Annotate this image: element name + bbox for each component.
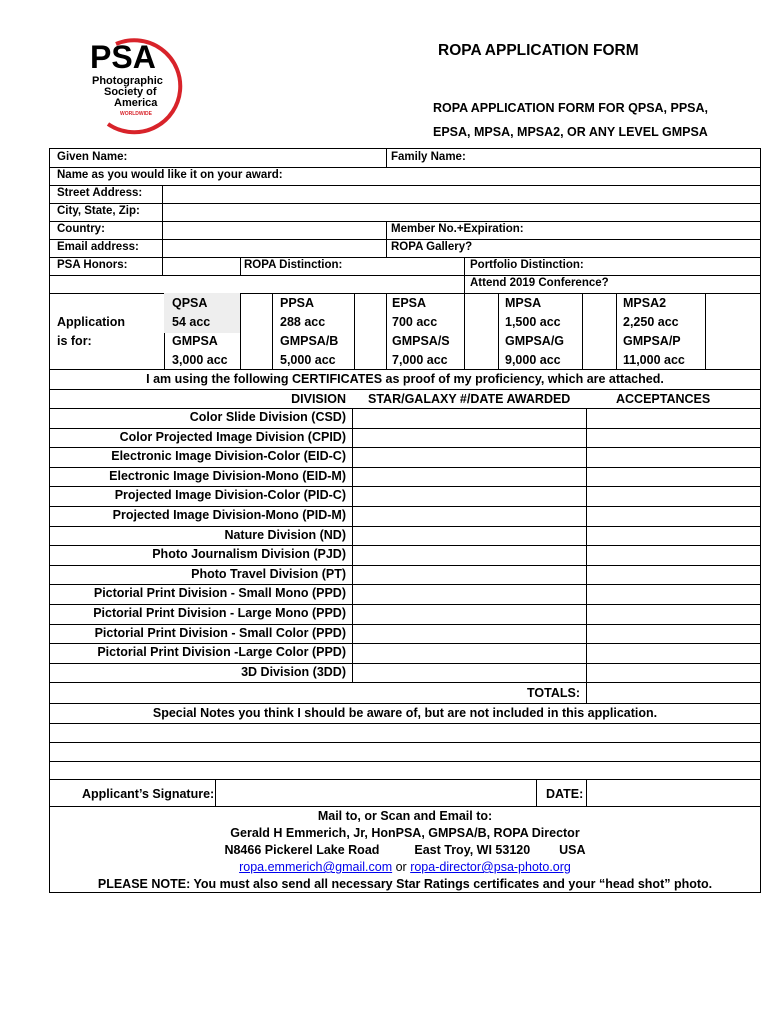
or-text: or — [392, 860, 411, 874]
signature-label: Applicant’s Signature: — [82, 787, 215, 801]
special-notes-heading: Special Notes you think I should be aware of, but are not included in this application. — [152, 706, 658, 720]
email-link-1[interactable]: ropa.emmerich@gmail.com — [239, 860, 393, 874]
family-name-label: Family Name: — [391, 151, 466, 163]
acceptances-input[interactable] — [590, 665, 758, 681]
option-ppsa-acc: 288 acc — [280, 315, 326, 329]
option-mpsa2[interactable] — [623, 294, 685, 370]
division-row-divider — [50, 584, 760, 585]
page-subtitle — [433, 96, 733, 144]
family-name-input[interactable] — [475, 150, 755, 165]
country-label: Country: — [57, 223, 105, 235]
division-row-divider — [50, 663, 760, 664]
psa-logo — [86, 36, 196, 136]
option-mpsa-title: MPSA — [505, 296, 542, 310]
option-qpsa-acc: 54 acc — [172, 315, 211, 329]
subtitle-line-1: ROPA APPLICATION FORM FOR QPSA, PPSA, — [433, 101, 709, 115]
division-row-divider — [50, 545, 760, 546]
star-date-input[interactable] — [356, 626, 582, 642]
division-name: Color Projected Image Division (CPID) — [119, 430, 346, 444]
award-name-label: Name as you would like it on your award: — [57, 169, 283, 181]
star-column-header: STAR/GALAXY #/DATE AWARDED — [368, 392, 571, 406]
application-form — [49, 148, 761, 893]
acceptances-input[interactable] — [590, 508, 758, 524]
special-notes-line-1[interactable] — [52, 724, 758, 741]
option-mpsa2-acc: 2,250 acc — [623, 315, 679, 329]
option-epsa-acc: 700 acc — [392, 315, 438, 329]
logo-line-1: Photographic — [92, 75, 163, 87]
division-row-divider — [50, 486, 760, 487]
division-name: Color Slide Division (CSD) — [189, 410, 346, 424]
country-input[interactable] — [166, 222, 380, 237]
star-date-input[interactable] — [356, 547, 582, 563]
page-title: ROPA APPLICATION FORM — [438, 42, 639, 59]
email-address-label: Email address: — [57, 241, 139, 253]
acceptances-input[interactable] — [590, 410, 758, 426]
email-links-line — [50, 860, 760, 874]
email-address-input[interactable] — [166, 240, 380, 255]
application-label — [57, 313, 125, 351]
acceptances-input[interactable] — [590, 626, 758, 642]
division-name: Pictorial Print Division - Small Mono (PPD) — [93, 586, 346, 600]
portfolio-distinction-label: Portfolio Distinction: — [470, 259, 584, 271]
logo-psa-text: PSA — [90, 39, 156, 75]
logo-worldwide: WORLDWIDE — [120, 111, 152, 117]
option-qpsa[interactable] — [172, 294, 228, 370]
star-date-input[interactable] — [356, 606, 582, 622]
star-date-input[interactable] — [356, 567, 582, 583]
option-gmpsa-b-acc: 5,000 acc — [280, 353, 336, 367]
acceptances-input[interactable] — [590, 430, 758, 446]
division-row-divider — [50, 447, 760, 448]
psa-honors-label: PSA Honors: — [57, 259, 128, 271]
division-name: Electronic Image Division-Color (EID-C) — [111, 449, 346, 463]
mail-to-line: Mail to, or Scan and Email to: — [317, 809, 493, 823]
application-label-line-1: Application — [57, 315, 126, 329]
country-text: USA — [559, 843, 586, 857]
acceptances-input[interactable] — [590, 586, 758, 602]
star-date-input[interactable] — [356, 665, 582, 681]
street-address-input[interactable] — [166, 186, 756, 201]
acceptances-input[interactable] — [590, 606, 758, 622]
totals-label: TOTALS: — [526, 686, 580, 700]
division-row-divider — [50, 506, 760, 507]
division-name: Pictorial Print Division - Small Color (PPD) — [94, 626, 346, 640]
acceptances-input[interactable] — [590, 645, 758, 661]
division-name: Projected Image Division-Mono (PID-M) — [112, 508, 346, 522]
given-name-input[interactable] — [140, 150, 380, 165]
please-note-line: PLEASE NOTE: You must also send all necessary Star Ratings certificates and your “head shot” photo. — [97, 877, 713, 891]
member-no-input[interactable] — [540, 222, 755, 237]
option-gmpsa-title: GMPSA — [172, 334, 218, 348]
star-date-input[interactable] — [356, 586, 582, 602]
city-text: East Troy, WI 53120 — [414, 843, 531, 857]
division-row-divider — [50, 428, 760, 429]
subtitle-line-2: EPSA, MPSA, MPSA2, OR ANY LEVEL GMPSA — [433, 125, 708, 139]
option-mpsa-acc: 1,500 acc — [505, 315, 561, 329]
acceptances-column-header: ACCEPTANCES — [616, 392, 711, 406]
email-link-2[interactable]: ropa-director@psa-photo.org — [410, 860, 571, 874]
street-address-label: Street Address: — [57, 187, 143, 199]
address-line — [50, 843, 760, 857]
acceptances-input[interactable] — [590, 488, 758, 504]
division-row-divider — [50, 624, 760, 625]
division-name: Pictorial Print Division - Large Mono (PPD) — [93, 606, 346, 620]
division-row-divider — [50, 643, 760, 644]
division-row-divider — [50, 408, 760, 409]
option-gmpsa-g-title: GMPSA/G — [505, 334, 565, 348]
star-date-input[interactable] — [356, 449, 582, 465]
ropa-gallery-label: ROPA Gallery? — [391, 241, 473, 253]
option-ppsa-title: PPSA — [280, 296, 315, 310]
star-date-input[interactable] — [356, 410, 582, 426]
division-name: Photo Journalism Division (PJD) — [152, 547, 346, 561]
conference-input[interactable] — [620, 276, 755, 291]
acceptances-input[interactable] — [590, 528, 758, 544]
option-gmpsa-b-title: GMPSA/B — [280, 334, 339, 348]
option-gmpsa-s-title: GMPSA/S — [392, 334, 450, 348]
special-notes-line-3[interactable] — [52, 762, 758, 779]
division-name: 3D Division (3DD) — [241, 665, 346, 679]
star-date-input[interactable] — [356, 528, 582, 544]
application-label-line-2: is for: — [57, 334, 92, 348]
option-epsa[interactable] — [392, 294, 450, 370]
date-label: DATE: — [546, 787, 584, 801]
city-state-zip-input[interactable] — [166, 204, 756, 219]
division-row-divider — [50, 682, 760, 683]
option-mpsa[interactable] — [505, 294, 564, 370]
division-name: Nature Division (ND) — [224, 528, 346, 542]
acceptances-input[interactable] — [590, 547, 758, 563]
star-date-input[interactable] — [356, 488, 582, 504]
option-gmpsa-s-acc: 7,000 acc — [392, 353, 448, 367]
division-name: Projected Image Division-Color (PID-C) — [114, 488, 346, 502]
signature-input[interactable] — [218, 781, 534, 804]
division-column-header: DIVISION — [291, 392, 346, 406]
option-gmpsa-g-acc: 9,000 acc — [505, 353, 561, 367]
division-row-divider — [50, 526, 760, 527]
star-date-input[interactable] — [356, 430, 582, 446]
star-date-input[interactable] — [356, 508, 582, 524]
logo-line-3: America — [114, 97, 158, 109]
director-line: Gerald H Emmerich, Jr, HonPSA, GMPSA/B, ROPA Director — [230, 826, 580, 840]
division-name: Electronic Image Division-Mono (EID-M) — [109, 469, 346, 483]
option-epsa-title: EPSA — [392, 296, 427, 310]
option-gmpsa-acc: 3,000 acc — [172, 353, 228, 367]
division-name: Photo Travel Division (PT) — [191, 567, 346, 581]
member-no-label: Member No.+Expiration: — [391, 223, 524, 235]
conference-label: Attend 2019 Conference? — [470, 277, 609, 289]
special-notes-line-2[interactable] — [52, 743, 758, 760]
acceptances-input[interactable] — [590, 469, 758, 485]
division-row-divider — [50, 467, 760, 468]
date-input[interactable] — [590, 781, 758, 804]
logo-line-2: Society of — [104, 86, 157, 98]
acceptances-input[interactable] — [590, 567, 758, 583]
given-name-label: Given Name: — [57, 151, 128, 163]
award-name-input[interactable] — [305, 168, 755, 183]
option-gmpsa-p-acc: 11,000 acc — [623, 353, 685, 367]
totals-input[interactable] — [590, 685, 758, 702]
city-state-zip-label: City, State, Zip: — [57, 205, 140, 217]
acceptances-input[interactable] — [590, 449, 758, 465]
division-row-divider — [50, 604, 760, 605]
division-row-divider — [50, 565, 760, 566]
star-date-input[interactable] — [356, 645, 582, 661]
ropa-distinction-label: ROPA Distinction: — [244, 259, 343, 271]
street-text: N8466 Pickerel Lake Road — [224, 843, 380, 857]
option-qpsa-title: QPSA — [172, 296, 208, 310]
certificates-heading: I am using the following CERTIFICATES as proof of my proficiency, which are attached. — [146, 372, 664, 386]
star-date-input[interactable] — [356, 469, 582, 485]
division-name: Pictorial Print Division -Large Color (PPD) — [97, 645, 346, 659]
ropa-distinction-input[interactable] — [350, 258, 458, 273]
ropa-gallery-input[interactable] — [490, 240, 755, 255]
option-gmpsa-p-title: GMPSA/P — [623, 334, 681, 348]
option-mpsa2-title: MPSA2 — [623, 296, 667, 310]
option-ppsa[interactable] — [280, 294, 338, 370]
